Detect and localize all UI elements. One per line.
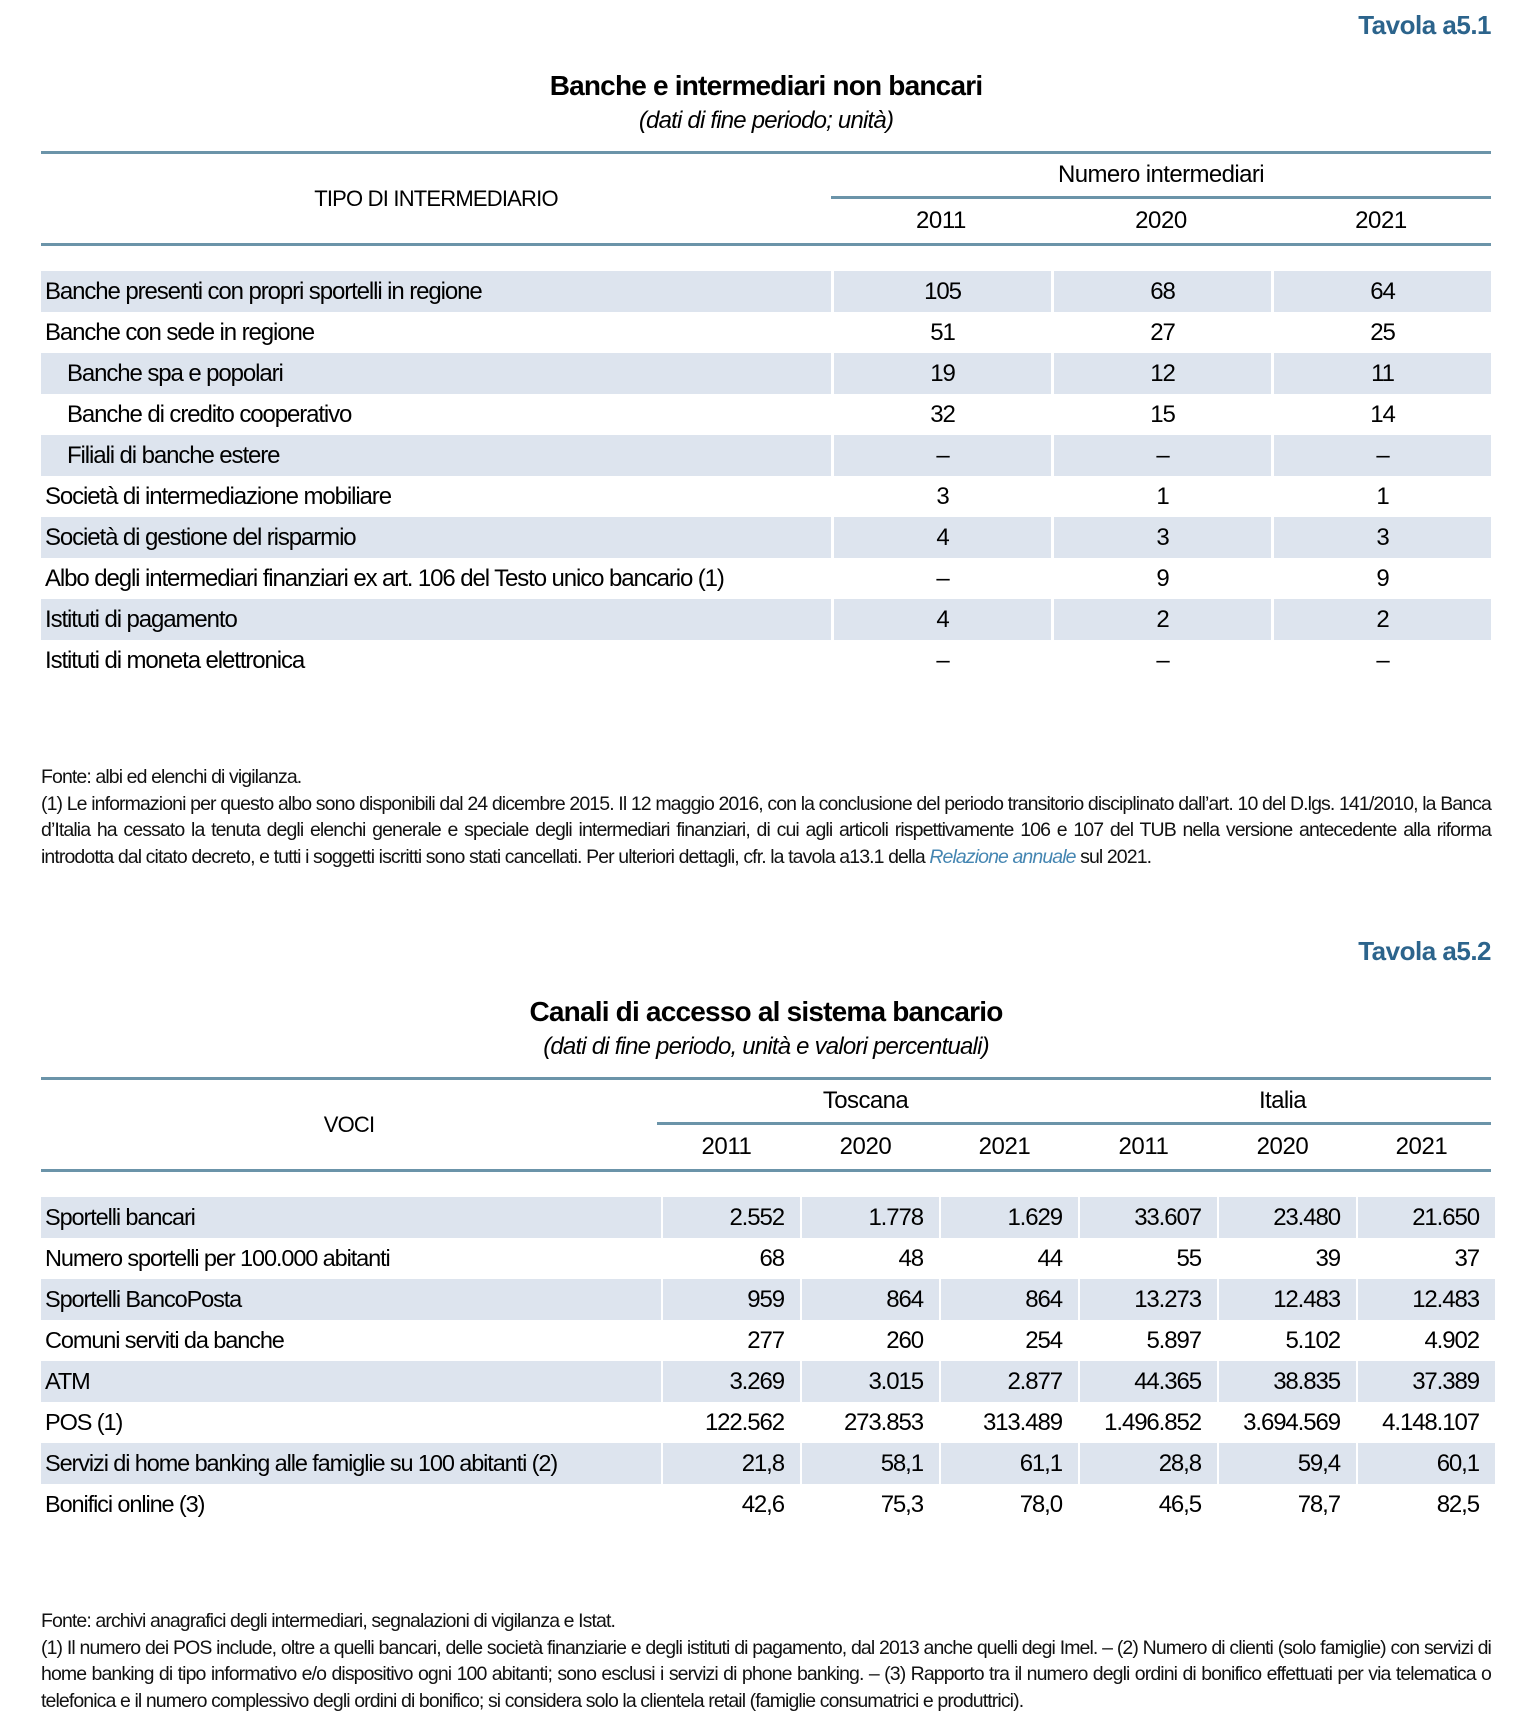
value-cell: 4 xyxy=(834,599,1051,640)
value-cell: 61,1 xyxy=(941,1443,1078,1484)
value-cell: 273.853 xyxy=(802,1402,939,1443)
year-column-header: 2011 xyxy=(657,1133,796,1161)
value-cell: – xyxy=(1054,435,1271,476)
row-label: Istituti di pagamento xyxy=(41,599,831,640)
years-header-row xyxy=(657,1125,1491,1169)
row-label: Società di gestione del risparmio xyxy=(41,517,831,558)
year-column-header: 2020 xyxy=(1051,207,1271,235)
row-label: Istituti di moneta elettronica xyxy=(41,640,831,681)
value-cell: 39 xyxy=(1219,1238,1356,1279)
year-column-header: 2021 xyxy=(1352,1133,1491,1161)
year-column-header: 2020 xyxy=(1213,1133,1352,1161)
region-group-header: Toscana xyxy=(657,1087,1074,1115)
table-row xyxy=(41,353,1491,394)
value-cell: 25 xyxy=(1274,312,1491,353)
row-label: Servizi di home banking alle famiglie su 100 abitanti (2) xyxy=(41,1443,661,1484)
value-cell: – xyxy=(834,558,1051,599)
value-cell: 3.015 xyxy=(802,1361,939,1402)
table-row xyxy=(41,1361,1491,1402)
value-cell: 13.273 xyxy=(1080,1279,1217,1320)
relazione-annuale-link[interactable]: Relazione annuale xyxy=(929,846,1075,868)
year-column-header: 2021 xyxy=(935,1133,1074,1161)
value-cell: 46,5 xyxy=(1080,1484,1217,1525)
year-column-header: 2020 xyxy=(796,1133,935,1161)
value-cell: 28,8 xyxy=(1080,1443,1217,1484)
value-cell: 58,1 xyxy=(802,1443,939,1484)
table-row xyxy=(41,312,1491,353)
tavola-label: Tavola a5.1 xyxy=(41,8,1491,47)
group-header: Numero intermediari xyxy=(831,161,1491,189)
value-cell: 42,6 xyxy=(663,1484,800,1525)
table-row xyxy=(41,476,1491,517)
spacer xyxy=(41,681,1491,737)
table-row xyxy=(41,435,1491,476)
value-cell: 33.607 xyxy=(1080,1197,1217,1238)
column-header-tipo: TIPO DI INTERMEDIARIO xyxy=(41,154,831,243)
rule-thin xyxy=(41,1169,1491,1172)
value-cell: 68 xyxy=(1054,271,1271,312)
table-row xyxy=(41,394,1491,435)
value-cell: 4 xyxy=(834,517,1051,558)
row-label: Comuni serviti da banche xyxy=(41,1320,661,1361)
header-year-area xyxy=(657,1080,1491,1169)
value-cell: 3.694.569 xyxy=(1219,1402,1356,1443)
table-row xyxy=(41,1320,1491,1361)
table-row xyxy=(41,1238,1491,1279)
row-label: Sportelli BancoPosta xyxy=(41,1279,661,1320)
row-label: Società di intermediazione mobiliare xyxy=(41,476,831,517)
value-cell: 313.489 xyxy=(941,1402,1078,1443)
value-cell: 2.877 xyxy=(941,1361,1078,1402)
value-cell: 277 xyxy=(663,1320,800,1361)
rule-thick xyxy=(41,973,1491,980)
value-cell: – xyxy=(834,435,1051,476)
table-row xyxy=(41,640,1491,681)
region-group-header: Italia xyxy=(1074,1087,1491,1115)
row-label: ATM xyxy=(41,1361,661,1402)
table-row xyxy=(41,1197,1491,1238)
table-subtitle: (dati di fine periodo; unità) xyxy=(41,107,1491,151)
table-a5-1 xyxy=(41,8,1491,870)
value-cell: 48 xyxy=(802,1238,939,1279)
value-cell: 4.902 xyxy=(1358,1320,1495,1361)
value-cell: 959 xyxy=(663,1279,800,1320)
value-cell: 2.552 xyxy=(663,1197,800,1238)
section-gap xyxy=(41,870,1491,934)
row-label: POS (1) xyxy=(41,1402,661,1443)
row-label: Banche presenti con propri sportelli in regione xyxy=(41,271,831,312)
value-cell: 15 xyxy=(1054,394,1271,435)
value-cell: 2 xyxy=(1274,599,1491,640)
row-label: Banche spa e popolari xyxy=(41,353,831,394)
value-cell: 27 xyxy=(1054,312,1271,353)
value-cell: 44 xyxy=(941,1238,1078,1279)
value-cell: 78,0 xyxy=(941,1484,1078,1525)
value-cell: 23.480 xyxy=(1219,1197,1356,1238)
table-row xyxy=(41,558,1491,599)
source-note: Fonte: albi ed elenchi di vigilanza. xyxy=(41,764,1491,791)
value-cell: 51 xyxy=(834,312,1051,353)
table-header xyxy=(41,1080,1491,1169)
table-row xyxy=(41,1402,1491,1443)
source-note: Fonte: archivi anagrafici degli intermediari, segnalazioni di vigilanza e Istat. xyxy=(41,1608,1491,1635)
row-label: Banche con sede in regione xyxy=(41,312,831,353)
year-column-header: 2011 xyxy=(831,207,1051,235)
table-row xyxy=(41,1484,1491,1525)
value-cell: 105 xyxy=(834,271,1051,312)
value-cell: 122.562 xyxy=(663,1402,800,1443)
row-label: Banche di credito cooperativo xyxy=(41,394,831,435)
value-cell: 5.897 xyxy=(1080,1320,1217,1361)
table-header xyxy=(41,154,1491,243)
tavola-label: Tavola a5.2 xyxy=(41,934,1491,973)
footnote-text: (1) Le informazioni per questo albo sono disponibili dal 24 dicembre 2015. Il 12 maggio 2016, con la conclusione del periodo transitorio disciplinato dall’art. 10 del D.lgs. 141/2010, la Banca d’Italia ha cessato la tenuta degli elenchi generale e speciale degli intermediari finanziari, di cui agli articoli rispettivamente 106 e 107 del TUB nella versione antecedente alla riforma introdotta dal citato decreto, e tutti i soggetti iscritti sono stati cancellati. Per ulteriori dettagli, cfr. la tavola a13.1 della xyxy=(41,793,1491,868)
value-cell: 864 xyxy=(802,1279,939,1320)
row-label: Numero sportelli per 100.000 abitanti xyxy=(41,1238,661,1279)
group-header-row xyxy=(831,154,1491,196)
value-cell: 3 xyxy=(1054,517,1271,558)
table-title: Banche e intermediari non bancari xyxy=(41,70,1491,102)
footnote-1 xyxy=(41,791,1491,871)
value-cell: 254 xyxy=(941,1320,1078,1361)
year-column-header: 2011 xyxy=(1074,1133,1213,1161)
value-cell: 37 xyxy=(1358,1238,1495,1279)
value-cell: 55 xyxy=(1080,1238,1217,1279)
footnotes xyxy=(41,764,1491,870)
row-label: Bonifici online (3) xyxy=(41,1484,661,1525)
group-header-row xyxy=(657,1080,1491,1122)
table-row xyxy=(41,599,1491,640)
rule-thick xyxy=(41,47,1491,54)
table-title: Canali di accesso al sistema bancario xyxy=(41,996,1491,1028)
column-header-voci: VOCI xyxy=(41,1080,657,1169)
value-cell: 1.778 xyxy=(802,1197,939,1238)
value-cell: 9 xyxy=(1054,558,1271,599)
table-row xyxy=(41,1443,1491,1484)
row-label: Filiali di banche estere xyxy=(41,435,831,476)
value-cell: 60,1 xyxy=(1358,1443,1495,1484)
footnote-text: sul 2021. xyxy=(1076,846,1152,868)
table-row xyxy=(41,271,1491,312)
value-cell: 1.629 xyxy=(941,1197,1078,1238)
value-cell: – xyxy=(1274,640,1491,681)
row-label: Sportelli bancari xyxy=(41,1197,661,1238)
row-label: Albo degli intermediari finanziari ex art. 106 del Testo unico bancario (1) xyxy=(41,558,831,599)
value-cell: 1.496.852 xyxy=(1080,1402,1217,1443)
years-header-row xyxy=(831,199,1491,243)
year-column-header: 2021 xyxy=(1271,207,1491,235)
value-cell: 44.365 xyxy=(1080,1361,1217,1402)
value-cell: – xyxy=(834,640,1051,681)
header-year-area xyxy=(831,154,1491,243)
value-cell: 864 xyxy=(941,1279,1078,1320)
value-cell: 38.835 xyxy=(1219,1361,1356,1402)
value-cell: – xyxy=(1274,435,1491,476)
value-cell: – xyxy=(1054,640,1271,681)
value-cell: 68 xyxy=(663,1238,800,1279)
table-row xyxy=(41,1279,1491,1320)
value-cell: 3.269 xyxy=(663,1361,800,1402)
spacer xyxy=(41,1525,1491,1581)
footnote-1: (1) Il numero dei POS include, oltre a quelli bancari, delle società finanziarie e degli istituti di pagamento, dal 2013 anche quelli degi Imel. – (2) Numero di clienti (solo famiglie) con servizi di home banking di tipo informativo e/o dispositivo ogni 100 abitanti; sono esclusi i servizi di phone banking. – (3) Rapporto tra il numero degli ordini di bonifico effettuati per via telematica o telefonica e il numero complessivo degli ordini di bonifico; si considera solo la clientela retail (famiglie consumatrici e produttrici). xyxy=(41,1635,1491,1714)
table-subtitle: (dati di fine periodo, unità e valori percentuali) xyxy=(41,1033,1491,1077)
value-cell: 9 xyxy=(1274,558,1491,599)
table-body xyxy=(41,271,1491,681)
rule-thin xyxy=(41,243,1491,246)
value-cell: 12 xyxy=(1054,353,1271,394)
value-cell: 75,3 xyxy=(802,1484,939,1525)
value-cell: 1 xyxy=(1054,476,1271,517)
value-cell: 14 xyxy=(1274,394,1491,435)
value-cell: 1 xyxy=(1274,476,1491,517)
value-cell: 11 xyxy=(1274,353,1491,394)
value-cell: 5.102 xyxy=(1219,1320,1356,1361)
value-cell: 59,4 xyxy=(1219,1443,1356,1484)
value-cell: 82,5 xyxy=(1358,1484,1495,1525)
table-row xyxy=(41,517,1491,558)
value-cell: 3 xyxy=(834,476,1051,517)
value-cell: 19 xyxy=(834,353,1051,394)
table-a5-2 xyxy=(41,934,1491,1714)
value-cell: 260 xyxy=(802,1320,939,1361)
rule-thick xyxy=(41,737,1491,744)
value-cell: 64 xyxy=(1274,271,1491,312)
footnotes xyxy=(41,1608,1491,1714)
rule-thick xyxy=(41,1581,1491,1588)
value-cell: 2 xyxy=(1054,599,1271,640)
value-cell: 32 xyxy=(834,394,1051,435)
table-body xyxy=(41,1197,1491,1525)
value-cell: 12.483 xyxy=(1358,1279,1495,1320)
value-cell: 3 xyxy=(1274,517,1491,558)
value-cell: 4.148.107 xyxy=(1358,1402,1495,1443)
value-cell: 37.389 xyxy=(1358,1361,1495,1402)
value-cell: 21,8 xyxy=(663,1443,800,1484)
value-cell: 12.483 xyxy=(1219,1279,1356,1320)
value-cell: 21.650 xyxy=(1358,1197,1495,1238)
value-cell: 78,7 xyxy=(1219,1484,1356,1525)
